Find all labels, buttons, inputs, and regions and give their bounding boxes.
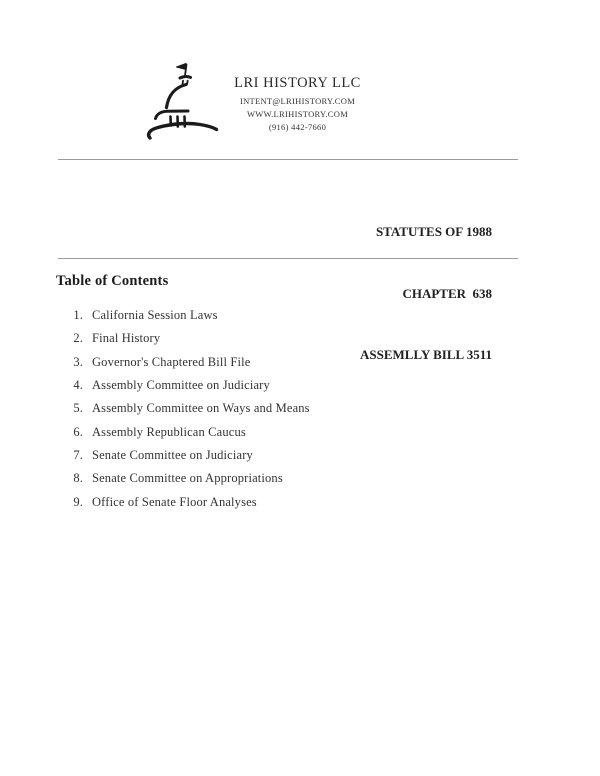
toc-item [64, 421, 310, 444]
letterhead-text [207, 75, 388, 135]
toc-item [64, 467, 310, 490]
toc-item [64, 374, 310, 397]
toc-item-label: Senate Committee on Judiciary [92, 448, 253, 463]
toc-heading: Table of Contents [56, 273, 169, 289]
toc-item-label: Assembly Republican Caucus [92, 424, 246, 439]
contact-website: WWW.LRIHISTORY.COM [246, 109, 349, 120]
toc-item [64, 444, 310, 467]
toc-item-number: 1. [73, 308, 83, 322]
bill-reference [360, 181, 492, 407]
toc-item [64, 327, 310, 350]
toc-list [64, 304, 310, 514]
bill-line: ASSEMLLY BILL 3511 [360, 347, 492, 362]
toc-item-number: 4. [73, 378, 83, 393]
toc-item-label: California Session Laws [92, 308, 218, 322]
toc-item-number: 7. [73, 448, 83, 463]
toc-item-number: 8. [73, 471, 83, 486]
statutes-line: STATUTES OF 1988 [375, 224, 492, 239]
toc-item-number: 2. [73, 331, 83, 346]
divider-bottom [58, 258, 518, 259]
toc-item-label: Senate Committee on Appropriations [92, 471, 283, 486]
toc-item [64, 491, 310, 514]
contact-email: INTENT@LRIHISTORY.COM [239, 96, 356, 106]
toc-item-label: Governor's Chaptered Bill File [92, 354, 251, 369]
toc-item [64, 351, 310, 374]
toc-item-number: 9. [73, 494, 83, 509]
divider-top [58, 159, 518, 160]
toc-item-label: Final History [92, 331, 161, 346]
contact-phone: (916) 442-7660 [268, 122, 327, 133]
company-name: LRI HISTORY LLC [234, 75, 361, 91]
toc-item-label: Office of Senate Floor Analyses [92, 494, 257, 509]
toc-item-number: 3. [73, 354, 83, 369]
toc-item-number: 5. [73, 401, 83, 416]
chapter-line: CHAPTER 638 [402, 285, 492, 301]
toc-item-label: Assembly Committee on Judiciary [92, 378, 270, 393]
toc-item-label: Assembly Committee on Ways and Means [92, 401, 310, 416]
toc-item [64, 397, 310, 420]
toc-item-number: 6. [73, 424, 83, 439]
toc-item [64, 304, 310, 327]
